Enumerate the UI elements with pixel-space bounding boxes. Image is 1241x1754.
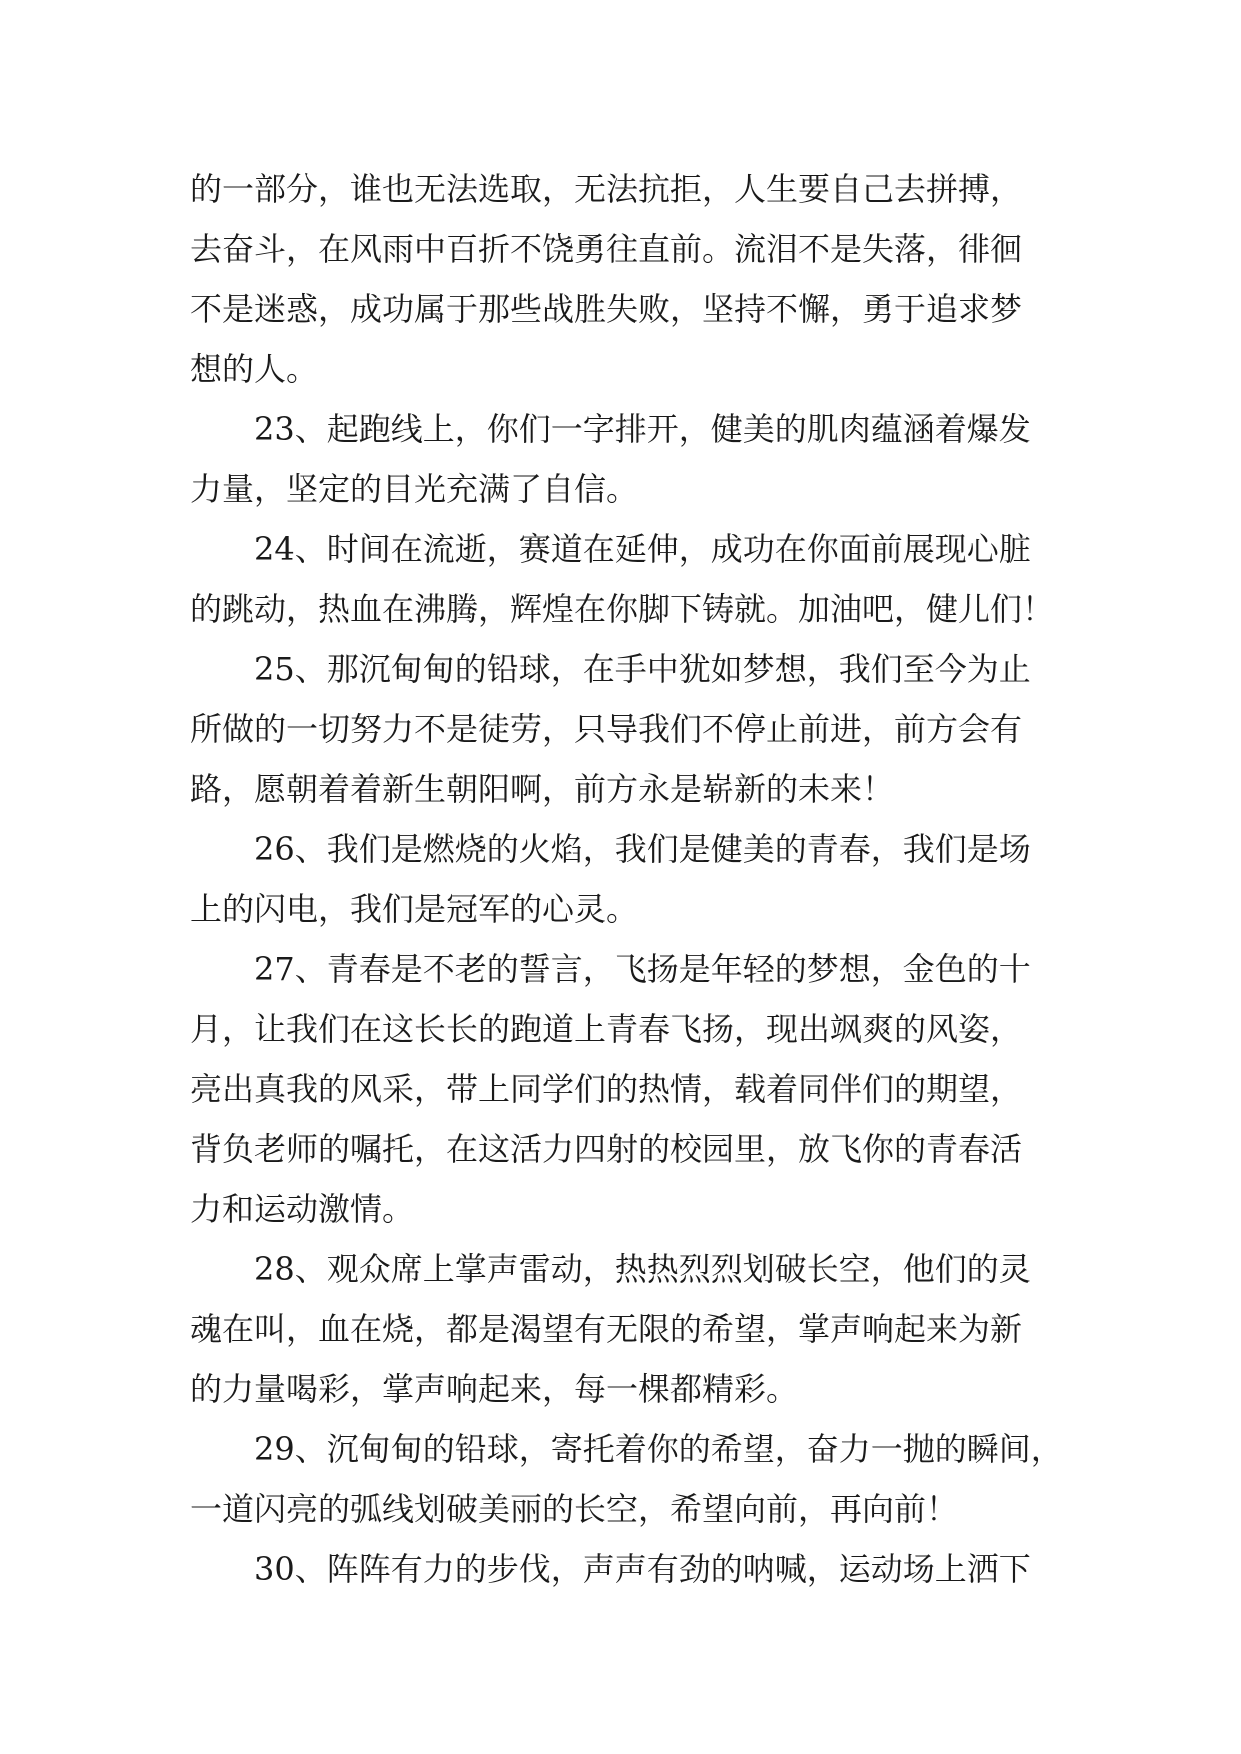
paragraph-26-start: 26、我们是燃烧的火焰，我们是健美的青春，我们是场 — [254, 830, 1031, 868]
text-line: 亮出真我的风采，带上同学们的热情，载着同伴们的期望， — [190, 1070, 1023, 1108]
text-line: 上的闪电，我们是冠军的心灵。 — [190, 890, 639, 928]
paragraph-23-start: 23、起跑线上，你们一字排开，健美的肌肉蕴涵着爆发 — [254, 410, 1031, 448]
paragraph-28-start: 28、观众席上掌声雷动，热热烈烈划破长空，他们的灵 — [254, 1250, 1031, 1288]
paragraph-30-start: 30、阵阵有力的步伐，声声有劲的呐喊，运动场上洒下 — [254, 1550, 1031, 1588]
paragraph-24-start: 24、时间在流逝，赛道在延伸，成功在你面前展现心脏 — [254, 530, 1031, 568]
document-body — [190, 159, 1063, 1599]
paragraph-29-start: 29、沉甸甸的铅球，寄托着你的希望，奋力一抛的瞬间， — [254, 1430, 1063, 1468]
text-line: 力和运动激情。 — [190, 1190, 415, 1228]
text-line: 一道闪亮的弧线划破美丽的长空，希望向前，再向前！ — [190, 1490, 959, 1528]
text-line: 背负老师的嘱托，在这活力四射的校园里，放飞你的青春活 — [190, 1130, 1023, 1168]
text-line: 力量，坚定的目光充满了自信。 — [190, 470, 639, 508]
text-line: 不是迷惑，成功属于那些战胜失败，坚持不懈，勇于追求梦 — [190, 290, 1023, 328]
text-line: 的力量喝彩，掌声响起来，每一棵都精彩。 — [190, 1370, 799, 1408]
text-line: 魂在叫，血在烧，都是渴望有无限的希望，掌声响起来为新 — [190, 1310, 1023, 1348]
paragraph-27-start: 27、青春是不老的誓言，飞扬是年轻的梦想，金色的十 — [254, 950, 1031, 988]
text-line: 月，让我们在这长长的跑道上青春飞扬，现出飒爽的风姿， — [190, 1010, 1023, 1048]
text-line: 的一部分，谁也无法选取，无法抗拒，人生要自己去拼搏， — [190, 170, 1023, 208]
text-line: 去奋斗，在风雨中百折不饶勇往直前。流泪不是失落，徘徊 — [190, 230, 1023, 268]
text-line: 想的人。 — [190, 350, 319, 388]
paragraph-25-start: 25、那沉甸甸的铅球，在手中犹如梦想，我们至今为止 — [254, 650, 1031, 688]
text-line: 的跳动，热血在沸腾，辉煌在你脚下铸就。加油吧，健儿们！ — [190, 590, 1055, 628]
text-line: 所做的一切努力不是徒劳，只导我们不停止前进，前方会有 — [190, 710, 1023, 748]
text-line: 路，愿朝着着新生朝阳啊，前方永是崭新的未来！ — [190, 770, 895, 808]
